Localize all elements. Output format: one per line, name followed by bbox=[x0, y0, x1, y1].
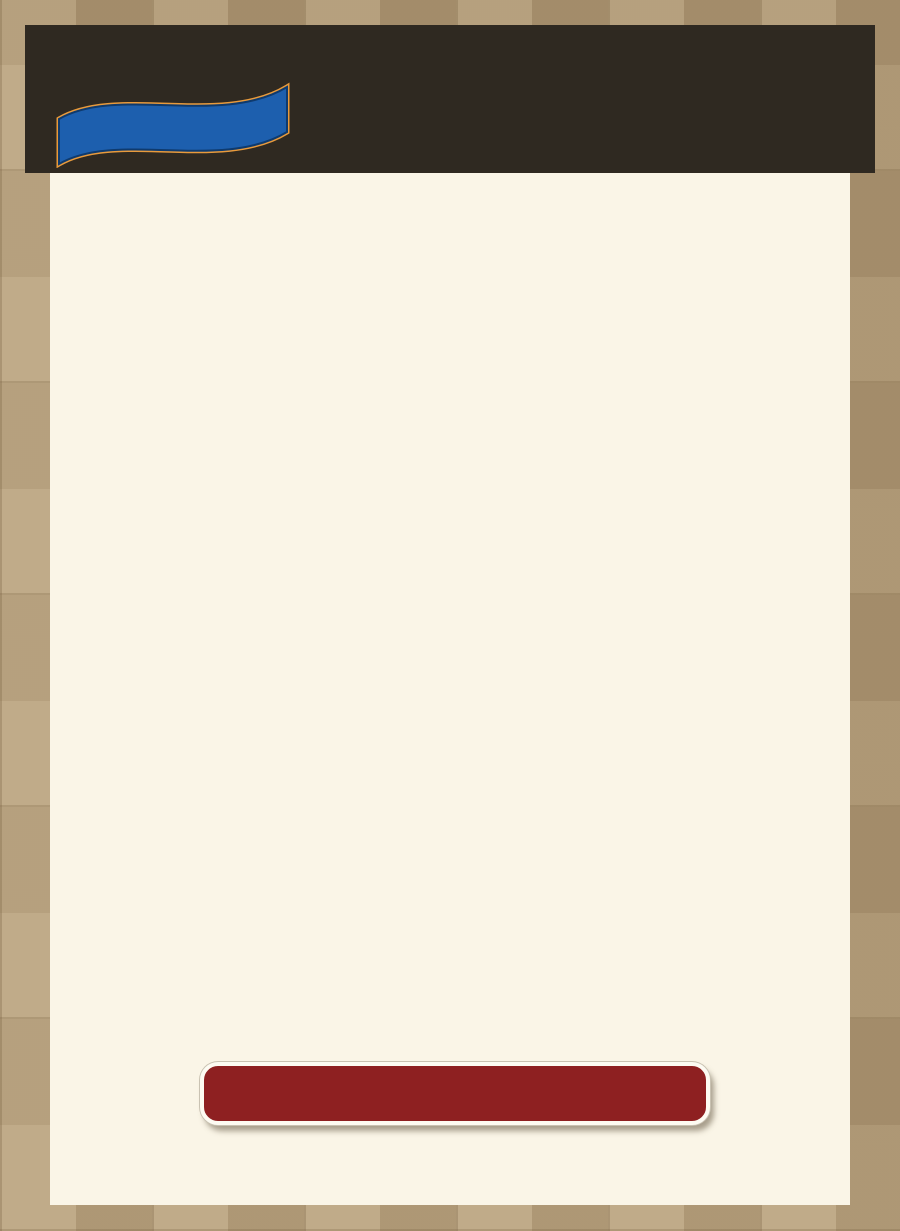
header-bar bbox=[25, 25, 875, 173]
final-grade-button[interactable] bbox=[200, 1062, 710, 1125]
header-title-block bbox=[295, 25, 855, 173]
deans-cards-logo bbox=[53, 33, 293, 168]
grading-table bbox=[50, 318, 850, 1018]
content-panel bbox=[50, 173, 850, 1205]
